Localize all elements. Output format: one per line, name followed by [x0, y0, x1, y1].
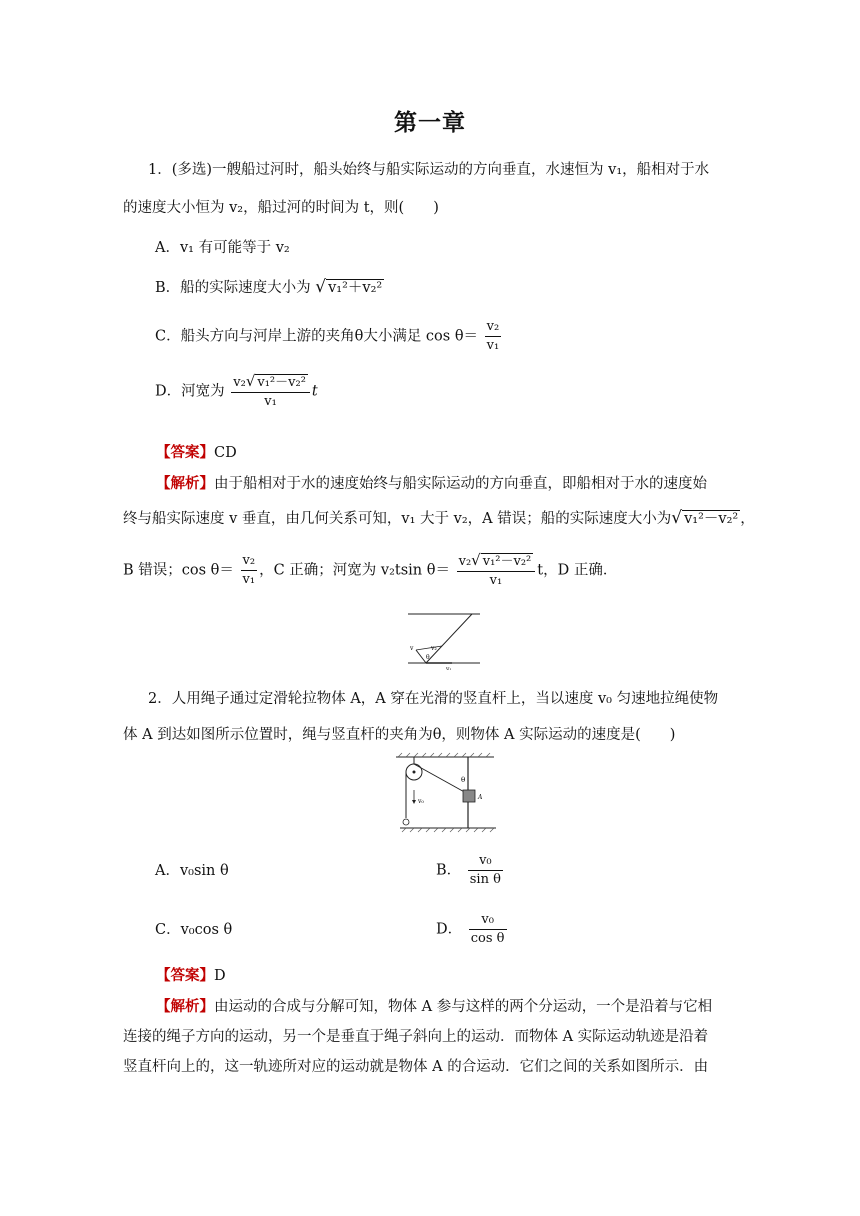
q2-answer [156, 964, 226, 985]
fig2-label-theta: θ [461, 776, 466, 784]
fig1-label-v: v [410, 645, 414, 652]
answer-value: CD [214, 445, 237, 461]
q1-option-b [155, 276, 384, 297]
analysis-tag: 【解析】 [156, 998, 214, 1015]
q2-analysis-line1 [156, 995, 712, 1016]
q1-option-c [155, 318, 503, 355]
q2-stem-line1: 2．人用绳子通过定滑轮拉物体 A，A 穿在光滑的竖直杆上，当以速度 v₀ 匀速地拉绳使物 [148, 691, 719, 707]
fraction-denominator: cos θ [470, 931, 505, 946]
q1-answer [156, 441, 237, 462]
q1-option-a: A．v₁ 有可能等于 v₂ [155, 240, 290, 256]
v-vector [416, 650, 426, 663]
fraction-denominator: v₁ [264, 394, 277, 409]
fig2-label-a: A [478, 794, 483, 801]
fig1-label-theta: θ [426, 654, 430, 661]
q2-option-a: A．v₀sin θ [155, 863, 229, 879]
fig1-label-v2: v₂ [431, 645, 437, 652]
q2-option-b [436, 852, 505, 889]
q1-stem-line1: 1．(多选)一艘船过河时，船头始终与船实际运动的方向垂直，水速恒为 v₁，船相对于水 [148, 162, 710, 178]
q1-option-b-prefix: B．船的实际速度大小为 [155, 280, 311, 296]
numerator-radicand: v₁²－v₂² [482, 554, 532, 569]
q2-stem-line2: 体 A 到达如图所示位置时，绳与竖直杆的夹角为θ，则物体 A 实际运动的速度是( ) [123, 727, 676, 743]
v0-arrowhead [412, 800, 416, 804]
q2-analysis-line3: 竖直杆向上的，这一轨迹所对应的运动就是物体 A 的合运动．它们之间的关系如图所示．由 [123, 1059, 709, 1075]
q1-analysis-line2 [123, 507, 755, 528]
analysis-text: ，C 正确；河宽为 v₂tsin θ＝ [259, 562, 450, 579]
rope-to-block [414, 764, 468, 794]
analysis-radicand: v₁²－v₂² [684, 511, 739, 527]
numerator-factor: v₂ [233, 375, 246, 390]
q1-option-d-prefix: D．河宽为 [155, 383, 225, 400]
option-prefix: B． [436, 862, 462, 879]
sqrt-sign: √ [471, 551, 481, 569]
q2-analysis-line2: 连接的绳子方向的运动，另一个是垂直于绳子斜向上的运动．而物体 A 实际运动轨迹是沿着 [123, 1029, 709, 1045]
q2-option-c: C．v₀cos θ [155, 922, 233, 938]
analysis-fraction-cos [241, 552, 258, 589]
analysis-text: 由于船相对于水的速度始终与船实际运动的方向垂直，即船相对于水的速度始 [214, 476, 707, 492]
fraction-numerator: v₀ [469, 911, 507, 930]
fig2-label-v0: v₀ [418, 798, 424, 805]
ceiling-hatch [398, 753, 490, 757]
pulley-figure [392, 752, 498, 834]
q1-analysis-line1 [156, 472, 707, 493]
fraction-denominator: v₁ [242, 572, 256, 587]
analysis-tag: 【解析】 [156, 475, 214, 492]
numerator-factor: v₂ [458, 554, 472, 569]
q2-option-d [436, 911, 509, 948]
analysis-text: ， [740, 511, 755, 527]
q1-option-b-radicand: v₁²＋v₂² [328, 280, 383, 296]
analysis-text: 由运动的合成与分解可知，物体 A 参与这样的两个分运动，一个是沿着与它相 [214, 999, 713, 1015]
fraction-denominator: v₁ [489, 573, 503, 588]
fraction-numerator: v₂ [241, 552, 258, 571]
answer-tag: 【答案】 [156, 444, 214, 461]
q1-option-d-suffix: t [311, 383, 318, 400]
analysis-text: B 错误；cos θ＝ [123, 562, 234, 579]
river-crossing-figure [402, 608, 486, 670]
answer-value: D [214, 968, 226, 984]
sqrt-sign: √ [671, 508, 683, 528]
fraction-numerator [231, 372, 310, 393]
q1-option-d [155, 372, 318, 411]
analysis-fraction-width [457, 551, 536, 590]
fraction-denominator: v₁ [486, 338, 500, 353]
q2-option-d-fraction [469, 911, 507, 948]
q1-option-c-prefix: C．船头方向与河岸上游的夹角θ大小满足 cos θ＝ [155, 328, 479, 345]
chapter-title: 第一章 [394, 109, 466, 136]
fraction-numerator [457, 551, 536, 572]
answer-tag: 【答案】 [156, 967, 214, 984]
pulley-axle [413, 771, 416, 774]
sqrt-sign: √ [245, 372, 256, 390]
q2-option-b-fraction [468, 852, 503, 889]
fig1-label-v1: v₁ [446, 666, 452, 670]
analysis-text: 终与船实际速度 v 垂直，由几何关系可知，v₁ 大于 v₂，A 错误；船的实际速度大小为 [123, 511, 672, 527]
q1-stem-line2: 的速度大小恒为 v₂，船过河的时间为 t，则( ) [123, 200, 439, 216]
fraction-numerator: v₀ [468, 852, 503, 871]
fraction-numerator: v₂ [485, 318, 502, 337]
path-line [426, 614, 472, 663]
hand-anchor [403, 819, 409, 825]
floor-hatch [402, 828, 494, 832]
q1-option-c-fraction [485, 318, 502, 355]
q1-option-d-fraction [231, 372, 310, 411]
sqrt-sign: √ [315, 277, 327, 297]
numerator-radicand: v₁²－v₂² [257, 375, 306, 390]
block-a [463, 790, 475, 802]
fraction-denominator: sin θ [469, 872, 501, 887]
q1-analysis-line3 [123, 551, 617, 590]
option-prefix: D． [436, 921, 463, 938]
analysis-text: t，D 正确． [537, 562, 618, 579]
